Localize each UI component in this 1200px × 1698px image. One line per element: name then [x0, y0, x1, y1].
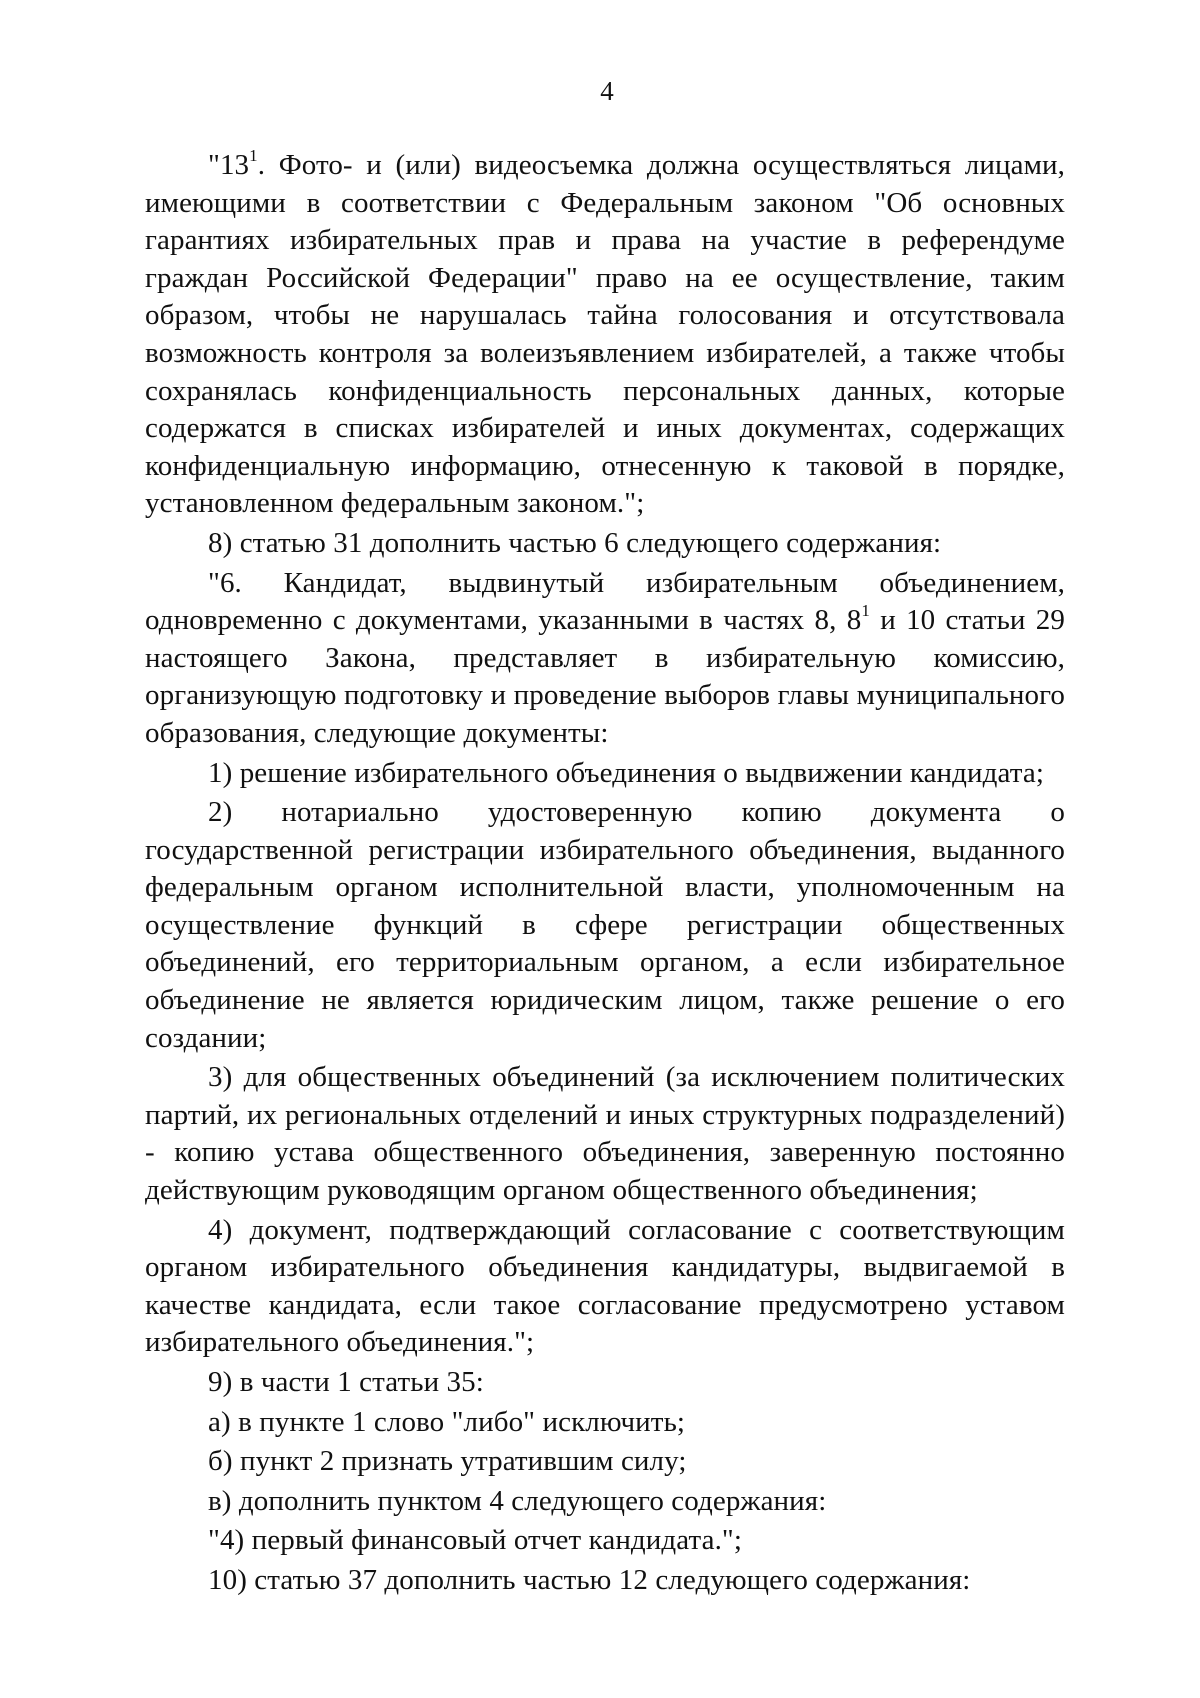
paragraph-subpoint-a: а) в пункте 1 слово "либо" исключить; [208, 1405, 686, 1438]
paragraph-text: "13 [208, 149, 250, 181]
paragraph-subitem-1: 1) решение избирательного объединения о выдвижении кандидата; [208, 756, 1044, 789]
paragraph-point-8: 8) статью 31 дополнить частью 6 следующего содержания: [208, 526, 942, 559]
paragraph-part-6 [145, 565, 1065, 753]
paragraph-subitem-2: 2) нотариально удостоверенную копию документа о государственной регистрации избирательного объединения, выданного федеральным органом исполнительной власти, уполномоченным на осуществление функций в сфере регистрации общественных объединений, его территориальным органом, а если избирательное объединение не является юридическим лицом, также решение о его создании; [145, 796, 1065, 1054]
superscript-index: 1 [249, 146, 258, 166]
page-number: 4 [600, 76, 614, 106]
paragraph-point-9: 9) в части 1 статьи 35: [208, 1366, 484, 1398]
paragraph-text: . Фото- и (или) видеосъемка должна осуществляться лицами, имеющими в соответствии с Федеральным законом "Об основных гарантиях избирательных прав и права на участие в референдуме граждан Российской Федерации" право на ее осуществление, таким образом, чтобы не нарушалась тайна голосования и отсутствовала возможность контроля за волеизъявлением избирателей, а также чтобы сохранялась конфиденциальность персональных данных, которые содержатся в списках избирателей и иных документах, содержащих конфиденциальную информацию, отнесенную к таковой в порядке, установленном федеральным законом."; [145, 149, 1065, 520]
paragraph-item-13-1 [145, 147, 1065, 523]
paragraph-subitem-4: 4) документ, подтверждающий согласование с соответствующим органом избирательного объединения кандидатуры, выдвигаемой в качестве кандидата, если такое согласование предусмотрено уставом избирательного объединения."; [145, 1213, 1065, 1359]
paragraph-subitem-3: 3) для общественных объединений (за исключением политических партий, их региональных отделений и иных структурных подразделений) - копию устава общественного объединения, заверенную постоянно действующим руководящим органом общественного объединения; [145, 1061, 1065, 1207]
paragraph-text: "6. Кандидат, выдвинутый избирательным объединением, одновременно с документами, указанными в частях 8, 8 [145, 566, 1065, 637]
document-body [145, 147, 1065, 1600]
superscript-index: 1 [861, 601, 870, 621]
paragraph-subpoint-v: в) дополнить пунктом 4 следующего содержания: [208, 1484, 827, 1517]
paragraph-subpoint-b: б) пункт 2 признать утратившим силу; [208, 1445, 687, 1478]
paragraph-text: и 10 статьи 29 настоящего Закона, представляет в избирательную комиссию, организующую подготовку и проведение выборов главы муниципального образования, следующие документы: [145, 604, 1066, 749]
paragraph-point-10: 10) статью 37 дополнить частью 12 следующего содержания: [208, 1563, 971, 1596]
paragraph-quoted-item-4: "4) первый финансовый отчет кандидата."; [208, 1524, 743, 1557]
